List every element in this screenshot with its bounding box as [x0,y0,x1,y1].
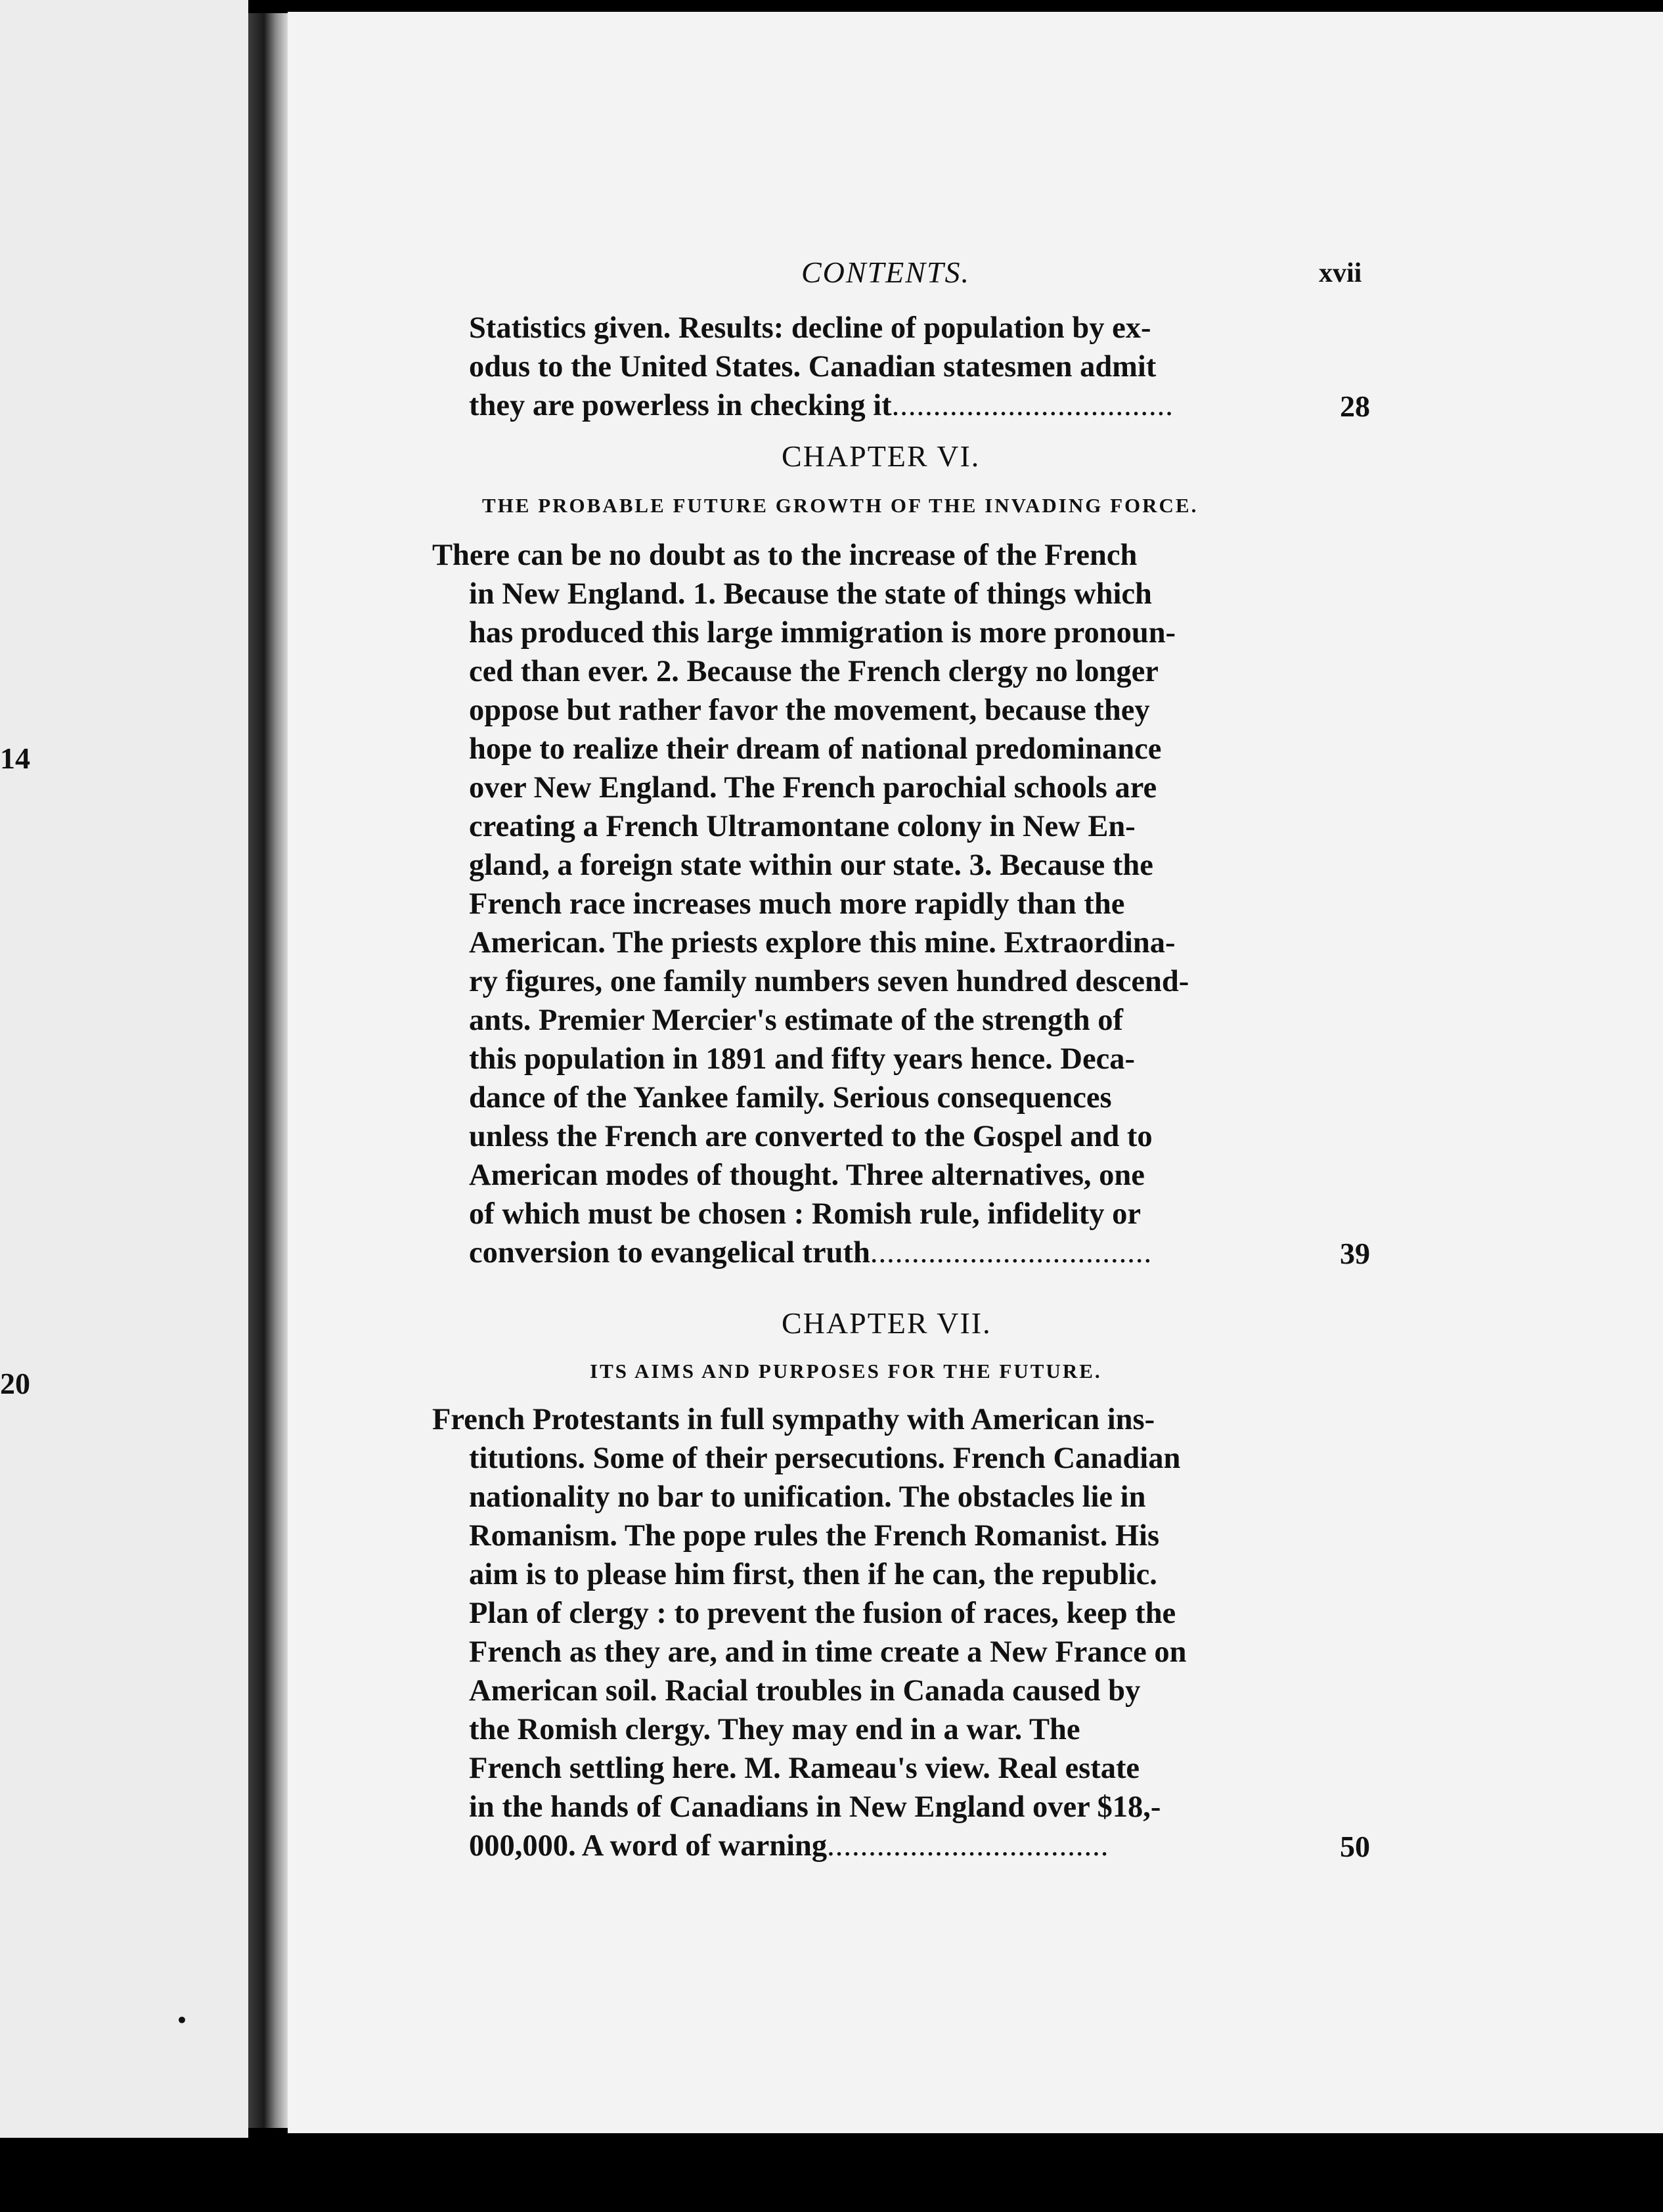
entry-line: gland, a foreign state within our state. 3. Because the [469,849,1153,882]
entry-line-last: conversion to evangelical truth.................................. [469,1236,1153,1270]
entry-line: French race increases much more rapidly than the [469,887,1125,921]
entry-line: American soil. Racial troubles in Canada caused by [469,1674,1141,1708]
leader-dots: .................................. [827,1829,1109,1863]
chapter-subtitle: ITS AIMS AND PURPOSES FOR THE FUTURE. [590,1360,1102,1382]
entry-line: in the hands of Canadians in New England over $18,- [469,1790,1161,1824]
entry-line: American. The priests explore this mine. Extraordina- [469,926,1176,960]
entry-line: hope to realize their dream of national predominance [469,732,1162,766]
entry-line: ry figures, one family numbers seven hundred descend- [469,965,1189,998]
entry-page-number: 50 [1340,1830,1370,1863]
entry-line: Statistics given. Results: decline of population by ex- [469,311,1151,345]
leader-dots: .................................. [870,1236,1153,1270]
entry-line: French as they are, and in time create a New France on [469,1635,1187,1669]
entry-line: odus to the United States. Canadian statesmen admit [469,350,1157,384]
entry-line: over New England. The French parochial schools are [469,771,1157,805]
entry-line: ced than ever. 2. Because the French clergy no longer [469,655,1159,688]
page-number: xvii [1319,258,1362,288]
entry-line: aim is to please him first, then if he can, the republic. [469,1558,1157,1591]
entry-line: creating a French Ultramontane colony in New En- [469,810,1136,843]
entry-line: in New England. 1. Because the state of things which [469,577,1152,611]
leader-dots: .................................. [891,389,1174,422]
entry-line: American modes of thought. Three alternatives, one [469,1159,1145,1192]
facing-page [0,0,248,2138]
chapter-heading: CHAPTER VII. [782,1306,992,1340]
entry-line-last: 000,000. A word of warning.................................. [469,1829,1109,1863]
chapter-heading: CHAPTER VI. [782,439,981,473]
entry-page-number: 28 [1340,389,1370,423]
entry-line: dance of the Yankee family. Serious consequences [469,1081,1112,1115]
entry-line: unless the French are converted to the Gospel and to [469,1120,1153,1153]
entry-page-number: 39 [1340,1237,1370,1270]
entry-line: oppose but rather favor the movement, because they [469,694,1150,727]
entry-line: titutions. Some of their persecutions. French Canadian [469,1442,1181,1475]
entry-line: French Protestants in full sympathy with American ins- [432,1403,1155,1436]
chapter-subtitle: THE PROBABLE FUTURE GROWTH OF THE INVADING FORCE. [482,494,1199,517]
entry-line: There can be no doubt as to the increase of the French [432,539,1138,572]
ink-mark: • [176,2010,188,2031]
entry-line: of which must be chosen : Romish rule, infidelity or [469,1197,1141,1231]
entry-line: French settling here. M. Rameau's view. Real estate [469,1752,1140,1785]
page-title: CONTENTS. [801,255,971,289]
entry-line: nationality no bar to unification. The obstacles lie in [469,1480,1146,1514]
book-gutter [248,13,288,2128]
entry-line: ants. Premier Mercier's estimate of the strength of [469,1004,1123,1037]
entry-line: this population in 1891 and fifty years hence. Deca- [469,1042,1135,1076]
entry-line: the Romish clergy. They may end in a war. The [469,1713,1080,1746]
entry-line: Plan of clergy : to prevent the fusion of races, keep the [469,1597,1176,1630]
entry-line-last: they are powerless in checking it.................................. [469,389,1174,422]
entry-line: has produced this large immigration is more pronoun- [469,616,1176,650]
margin-number-2: 20 [0,1367,30,1400]
entry-line: Romanism. The pope rules the French Romanist. His [469,1519,1160,1553]
margin-number-1: 14 [0,741,30,775]
